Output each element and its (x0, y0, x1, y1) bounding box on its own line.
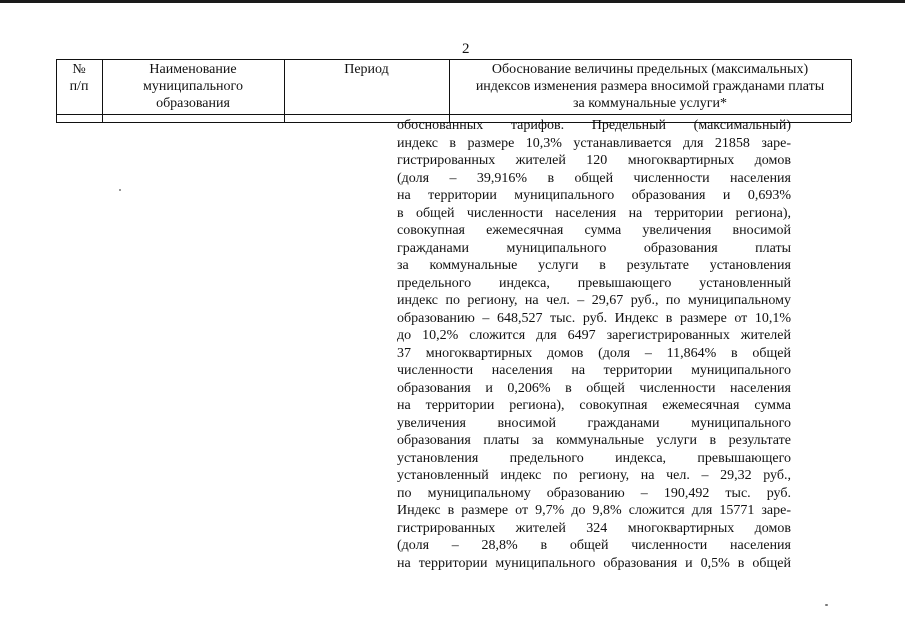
header-justification-line-1: Обоснование величины предельных (максимальных) (491, 62, 809, 77)
text-line: образования и 0,206% в общей численности населения (397, 380, 791, 396)
header-municipality-line-1: Наименование (149, 62, 237, 77)
table-top-border (56, 59, 851, 60)
text-line: образованию – 648,527 тыс. руб. Индекс в размере от 10,1% (397, 310, 791, 326)
text-line: на территории муниципального образования и 0,693% (397, 188, 791, 203)
text-line: установленный индекс по региону, на чел. – 29,32 руб., (397, 468, 791, 483)
text-line: гистрированных жителей 324 многоквартирных домов (397, 520, 791, 536)
scan-speck (119, 189, 121, 191)
scan-top-border (0, 0, 905, 3)
text-line: увеличения вносимой гражданами муниципального (397, 415, 791, 431)
text-line: индекс по региону, на чел. – 29,67 руб., по муниципальному (397, 293, 791, 308)
header-period (284, 61, 449, 78)
text-line: обоснованных тарифов. Предельный (максимальный) (397, 118, 791, 133)
text-line: по муниципальному образованию – 190,492 тыс. руб. (397, 485, 791, 501)
page-number: 2 (462, 41, 470, 57)
text-line: (доля – 39,916% в общей численности населения (397, 170, 791, 186)
header-municipality-line-2: муниципального (143, 79, 243, 94)
text-line: индекс в размере 10,3% устанавливается для 21858 заре- (397, 135, 791, 151)
text-line: совокупная ежемесячная сумма увеличения вносимой (397, 223, 791, 238)
header-number (56, 61, 102, 95)
text-line: на территории муниципального образования и 0,5% в общей (397, 555, 791, 571)
table-header-bottom-border (56, 114, 851, 115)
text-line: (доля – 28,8% в общей численности населения (397, 538, 791, 553)
header-justification-line-3: за коммунальные услуги* (572, 96, 728, 111)
header-justification-line-2: индексов изменения размера вносимой гражданами платы (475, 79, 825, 94)
header-number-line-1: № (72, 62, 86, 77)
justification-text (397, 117, 791, 572)
text-line: численности населения на территории муниципального (397, 363, 791, 378)
scan-speck (825, 604, 828, 606)
text-line: Индекс в размере от 9,7% до 9,8% сложится для 15771 заре- (397, 503, 791, 518)
text-line: в общей численности населения на территории региона), (397, 205, 791, 221)
header-justification (449, 61, 851, 112)
header-municipality (102, 61, 284, 112)
text-line: гистрированных жителей 120 многоквартирных домов (397, 153, 791, 168)
header-period-line-1: Период (344, 62, 389, 77)
text-line: предельного индекса, превышающего установленный (397, 275, 791, 291)
text-line: за коммунальные услуги в результате установления (397, 258, 791, 273)
table-right-border (851, 59, 852, 122)
text-line: гражданами муниципального образования платы (397, 240, 791, 256)
text-line: на территории региона), совокупная ежемесячная сумма (397, 398, 791, 413)
header-municipality-line-3: образования (156, 96, 230, 111)
text-line: образования платы за коммунальные услуги в результате (397, 433, 791, 448)
text-line: до 10,2% сложится для 6497 зарегистрированных жителей (397, 328, 791, 343)
text-line: установления предельного индекса, превышающего (397, 450, 791, 466)
header-number-line-2: п/п (69, 79, 89, 94)
text-line: 37 многоквартирных домов (доля – 11,864% в общей (397, 345, 791, 361)
